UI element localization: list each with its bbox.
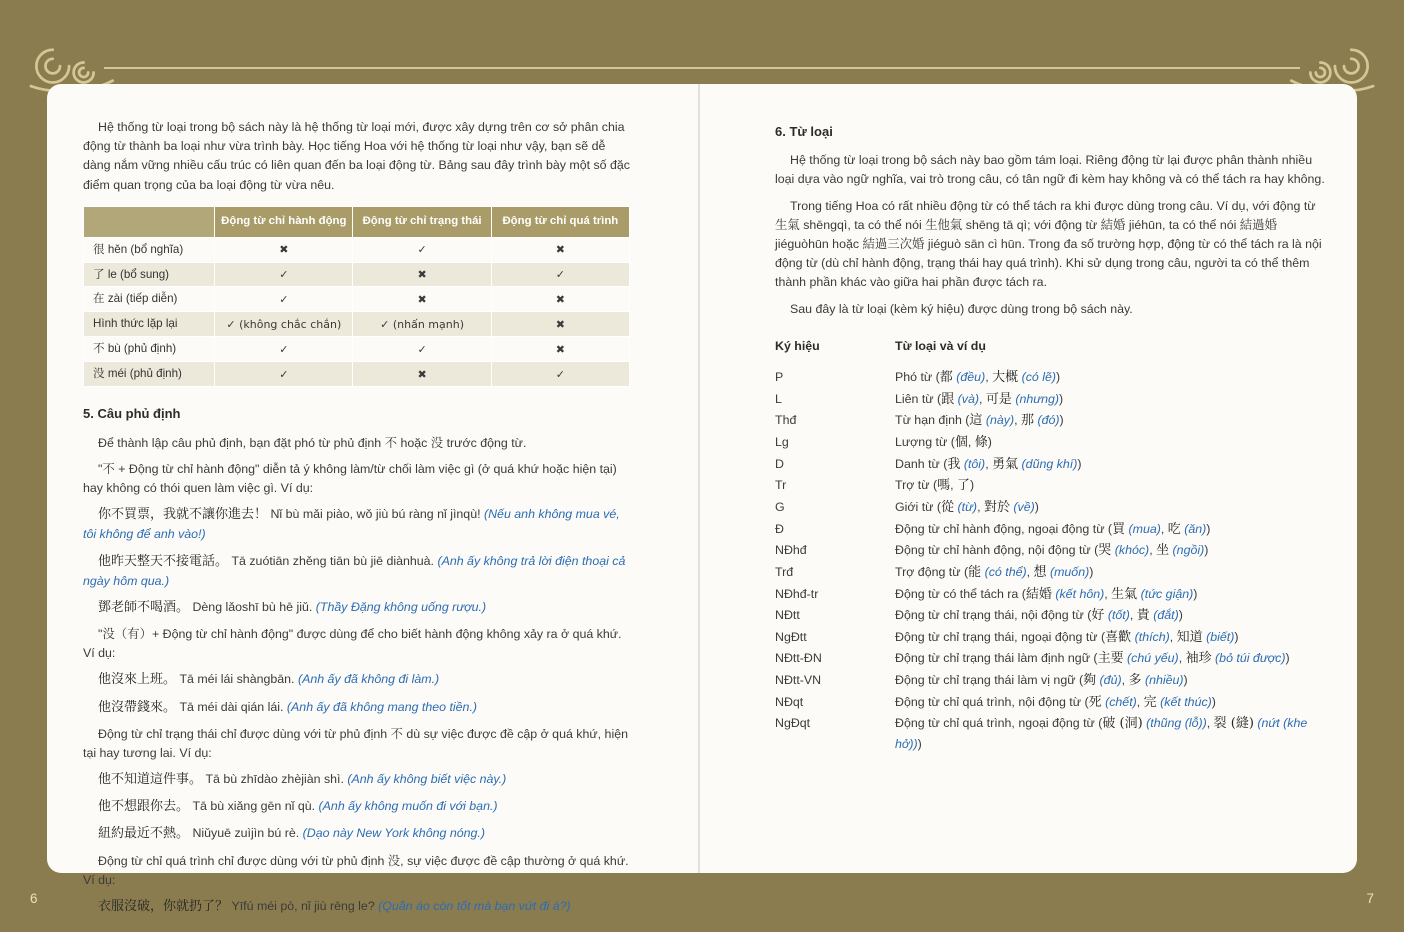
example-chinese: 坐 — [1156, 543, 1170, 559]
example-chinese: 他不知道這件事。 — [98, 772, 203, 788]
symbol-description: Danh từ (我 (tôi), 勇氣 (dũng khí)) — [895, 456, 1082, 472]
verb-table-mark: ✓ — [491, 362, 629, 387]
example-pinyin: Yīfú méi pò, nǐ jiù rēng le? — [228, 899, 379, 914]
example-chinese: 你不買票，我就不讓你進去！ — [98, 507, 268, 523]
example-sentence — [83, 797, 630, 817]
decorative-header-line — [104, 67, 1300, 69]
example-sentence — [83, 897, 630, 917]
intro-paragraph: Hệ thống từ loại trong bộ sách này là hệ thống từ loại mới, được xây dựng trên cơ sở phân chia động từ thành ba loại như vừa trình bày. Học tiếng Hoa với hệ thống từ loại như vậy, bạn sẽ dễ dàng nắm vững nhiều cấu trúc có liên quan đến ba loại động từ. Bảng sau đây trình bày một số đặc điểm quan trọng của ba loại động từ vừa nêu. — [83, 120, 630, 192]
page-number-left: 6 — [30, 891, 38, 906]
example-chinese: 破 (洞) — [1102, 716, 1143, 732]
example-chinese: 夠 — [1083, 673, 1097, 689]
verb-table-mark: ✓ — [491, 262, 629, 287]
symbol-description: Động từ chỉ trạng thái làm định ngữ (主要 (chú yếu), 袖珍 (bỏ túi được)) — [895, 651, 1290, 667]
example-translation: (ăn) — [1184, 521, 1207, 536]
verb-table-row — [84, 337, 630, 362]
example-sentence — [83, 598, 630, 618]
verb-table-corner-cell — [84, 206, 215, 237]
symbol-description: Động từ chỉ hành động, ngoại động từ (買 (mua), 吃 (ăn)) — [895, 521, 1211, 537]
verb-table-row — [84, 362, 630, 387]
example-translation: (Anh ấy không trả lời điện thoại cả ngày hôm qua.) — [83, 553, 626, 588]
verb-table-mark: ✖ — [353, 362, 491, 387]
example-chinese: 這 — [969, 413, 983, 429]
example-sentence — [83, 505, 630, 544]
example-translation: (Anh ấy đã không mang theo tiền.) — [286, 699, 478, 714]
example-chinese: 鄧老師不喝酒。 — [98, 599, 190, 615]
example-chinese: 大概 — [992, 370, 1019, 386]
example-translation: (nhưng) — [1015, 391, 1060, 406]
symbol-description: Trợ động từ (能 (có thể), 想 (muốn)) — [895, 564, 1094, 580]
symbol-table — [775, 337, 1329, 754]
symbol-key: Tr — [775, 478, 787, 493]
example-translation: (này) — [985, 413, 1015, 428]
example-sentence — [83, 670, 630, 690]
example-pinyin: Tā bù xiǎng gēn nǐ qù. — [189, 799, 319, 814]
symbol-description: Động từ chỉ trạng thái làm vị ngữ (夠 (đủ), 多 (nhiều)) — [895, 673, 1188, 689]
verb-table-mark: ✓ — [215, 287, 353, 312]
example-translation: (nhiều) — [1144, 673, 1184, 688]
symbol-key: NĐhđ-tr — [775, 586, 819, 601]
example-translation: (đều) — [956, 370, 986, 385]
example-translation: (Thầy Đặng không uống rượu.) — [315, 599, 487, 614]
symbol-key: P — [775, 370, 784, 385]
verb-table-mark: ✖ — [491, 312, 629, 337]
example-translation: (về) — [1013, 499, 1035, 514]
example-chinese: 衣服沒破，你就扔了？ — [98, 899, 229, 915]
verb-table-row — [84, 237, 630, 262]
example-chinese: 想 — [1033, 564, 1047, 580]
verb-table-body — [84, 237, 630, 387]
example-translation: (Dạo này New York không nóng.) — [302, 826, 485, 841]
verb-table-mark: ✖ — [491, 237, 629, 262]
symbol-key: Trđ — [775, 564, 794, 579]
example-chinese: 生氣 — [1111, 586, 1138, 602]
example-translation: (Anh ấy đã không đi làm.) — [297, 672, 440, 687]
example-pinyin: Tā zuótiān zhěng tiān bù jiē diànhuà. — [228, 553, 438, 568]
example-chinese: 他沒帶錢來。 — [98, 699, 177, 715]
example-chinese: 買 — [1112, 521, 1126, 537]
symbol-description: Động từ chỉ hành động, nội động từ (哭 (khóc), 坐 (ngồi)) — [895, 543, 1209, 559]
example-translation: (tôi) — [963, 456, 986, 471]
symbol-key: NĐtt — [775, 608, 800, 623]
page-spine — [698, 84, 700, 873]
verb-table-row-label: Hình thức lặp lại — [84, 312, 215, 337]
example-chinese: 他不想跟你去。 — [98, 799, 190, 815]
example-translation: (thích) — [1134, 629, 1170, 644]
symbol-key: NĐqt — [775, 694, 804, 709]
symbol-description: Giới từ (從 (từ), 對於 (về)) — [895, 499, 1039, 515]
symbol-row — [775, 693, 1329, 713]
verb-table-row-label: 没 méi (phủ định) — [84, 362, 215, 387]
symbol-key: Lg — [775, 435, 789, 450]
symbol-key: Đ — [775, 521, 784, 536]
example-chinese: 嗎 — [937, 478, 951, 494]
symbol-row — [775, 606, 1329, 626]
verb-table-mark: ✖ — [491, 287, 629, 312]
page-number-right: 7 — [1366, 891, 1374, 906]
paragraph: Động từ chỉ quá trình chỉ được dùng với từ phủ định 没, sự việc được đề cập thường ở quá khứ. Ví dụ: — [83, 853, 629, 887]
symbol-row — [775, 563, 1329, 583]
verb-table-mark: ✓ (không chắc chắn) — [215, 312, 353, 337]
paragraph: Trong tiếng Hoa có rất nhiều động từ có thể tách ra khi được dùng trong câu. Ví dụ, với động từ 生氣 shēngqì, ta có thể nói 生他氣 shēng tā qì; với động từ 結婚 jiéhūn, ta có thể nói 結過婚 jiéguòhūn hoặc 結過三次婚 jiéguò sān cì hūn. Trong đa số trường hợp, động từ có thể tách ra là nội động từ (dù chỉ hành động, trạng thái hay quá trình). Khi sử dụng trong câu, người ta có thể thêm thành phần khác vào giữa hai phần được tách ra. — [775, 198, 1322, 290]
example-translation: (Quần áo còn tốt mà bạn vứt đi à?) — [378, 899, 571, 914]
example-pinyin: Niǔyuē zuìjìn bú rè. — [189, 826, 303, 841]
page-left-content — [83, 118, 630, 915]
example-translation: (đắt) — [1153, 608, 1179, 623]
example-translation: (ngồi) — [1172, 543, 1205, 558]
symbol-column-header: Ký hiệu — [775, 338, 820, 353]
example-translation: (tốt) — [1107, 608, 1130, 623]
paragraph: "没（有）+ Động từ chỉ hành động" được dùng để cho biết hành động không xảy ra ở quá khứ. Ví dụ: — [83, 627, 622, 661]
paragraph: Hệ thống từ loại trong bộ sách này bao gồm tám loại. Riêng động từ lại được phân thành nhiều loại dựa vào ngữ nghĩa, vai trò trong câu, có tân ngữ đi kèm hay không và có thể tách ra hay không. — [775, 153, 1325, 187]
example-chinese: 能 — [968, 564, 982, 580]
verb-table-mark: ✖ — [353, 262, 491, 287]
example-chinese: 哭 — [1098, 543, 1112, 559]
example-sentence — [83, 552, 630, 591]
example-sentence — [83, 698, 630, 718]
verb-table-mark: ✓ — [215, 362, 353, 387]
symbol-key: Thđ — [775, 413, 797, 428]
verb-table-mark: ✓ — [353, 237, 491, 262]
example-chinese: 袖珍 — [1185, 651, 1212, 667]
example-translation: (chú yếu) — [1127, 651, 1179, 666]
verb-table-row-label: 了 le (bổ sung) — [84, 262, 215, 287]
example-chinese: 完 — [1143, 694, 1157, 710]
example-chinese: 對於 — [983, 499, 1010, 515]
verb-table-mark: ✖ — [215, 237, 353, 262]
example-chinese: 裂 (縫) — [1213, 716, 1254, 732]
example-chinese: 結婚 — [1025, 586, 1052, 602]
symbol-table-header — [775, 337, 1329, 356]
verb-table-row — [84, 262, 630, 287]
verb-table-mark: ✓ — [215, 337, 353, 362]
verb-table-mark: ✖ — [353, 287, 491, 312]
symbol-description: Động từ chỉ trạng thái, nội động từ (好 (tốt), 貴 (đắt)) — [895, 608, 1183, 624]
example-translation: (khóc) — [1114, 543, 1150, 558]
verb-table-mark: ✖ — [491, 337, 629, 362]
symbol-description: Động từ chỉ trạng thái, ngoại động từ (喜歡 (thích), 知道 (biết)) — [895, 629, 1239, 645]
example-translation: (Anh ấy không muốn đi với bạn.) — [318, 799, 498, 814]
description-column-header: Từ loại và ví dụ — [895, 338, 986, 353]
example-pinyin: Nǐ bù mǎi piào, wǒ jiù bú ràng nǐ jìnqù! — [267, 507, 484, 522]
verb-table-mark: ✓ — [353, 337, 491, 362]
symbol-row — [775, 368, 1329, 388]
example-chinese: 好 — [1091, 608, 1105, 624]
verb-table-head-row — [84, 206, 630, 237]
example-chinese: 貴 — [1136, 608, 1150, 624]
example-chinese: 勇氣 — [992, 456, 1019, 472]
symbol-row — [775, 628, 1329, 648]
example-chinese: 可是 — [985, 391, 1012, 407]
verb-table-row-label: 很 hěn (bổ nghĩa) — [84, 237, 215, 262]
symbol-row — [775, 649, 1329, 669]
example-translation: (muốn) — [1049, 564, 1090, 579]
example-translation: (có thể) — [984, 564, 1027, 579]
symbol-description: Từ hạn định (這 (này), 那 (đó)) — [895, 413, 1064, 429]
symbol-row — [775, 520, 1329, 540]
symbol-row — [775, 541, 1329, 561]
example-translation: (kết thúc) — [1160, 694, 1212, 709]
symbol-table-rows — [775, 368, 1329, 754]
example-translation: (mua) — [1128, 521, 1161, 536]
example-chinese: 從 — [941, 499, 955, 515]
example-translation: (bỏ túi được) — [1215, 651, 1286, 666]
example-sentence — [83, 770, 630, 790]
section6-title: 6. Từ loại — [775, 124, 833, 139]
example-chinese: 我 — [947, 456, 961, 472]
example-sentence — [83, 824, 630, 844]
symbol-key: NĐhđ — [775, 543, 807, 558]
example-pinyin: Dèng lǎoshī bù hē jiǔ. — [189, 599, 316, 614]
example-chinese: 死 — [1088, 694, 1102, 710]
verb-table-row-label: 在 zài (tiếp diễn) — [84, 287, 215, 312]
verb-table-row-label: 不 bù (phủ định) — [84, 337, 215, 362]
symbol-row — [775, 433, 1329, 453]
verb-table-header-cell: Động từ chỉ hành động — [215, 206, 353, 237]
symbol-description: Động từ chỉ quá trình, nội động từ (死 (chết), 完 (kết thúc)) — [895, 694, 1216, 710]
example-translation: (nứt (khe hở)) — [895, 716, 1308, 751]
symbol-row — [775, 671, 1329, 691]
symbol-row — [775, 411, 1329, 431]
symbol-row — [775, 476, 1329, 496]
page-left — [47, 84, 699, 915]
symbol-key: NĐtt-VN — [775, 673, 822, 688]
page-right-content — [775, 118, 1329, 845]
example-chinese: 紐約最近不熱。 — [98, 826, 190, 842]
example-chinese: 了 — [957, 478, 971, 494]
example-chinese: 吃 — [1167, 521, 1181, 537]
symbol-key: NgĐtt — [775, 629, 807, 644]
paragraph: "不 + Động từ chỉ hành động" diễn tả ý không làm/từ chối làm việc gì (ở quá khứ hoặc hiện tại) hay không có thói quen làm việc gì. Ví dụ: — [83, 461, 617, 495]
verb-properties-table — [83, 206, 630, 387]
symbol-description: Động từ chỉ quá trình, ngoại động từ (破 (洞) (thũng (lỗ)), 裂 (縫) (nứt (khe hở))) — [895, 716, 1308, 751]
symbol-row — [775, 714, 1329, 753]
example-chinese: 都 — [939, 370, 953, 386]
example-chinese: 他昨天整天不接電話。 — [98, 553, 229, 569]
symbol-row — [775, 585, 1329, 605]
example-translation: (từ) — [957, 499, 978, 514]
paragraph: Để thành lập câu phủ định, bạn đặt phó từ phủ định 不 hoặc 没 trước động từ. — [98, 435, 527, 450]
example-translation: (đó) — [1037, 413, 1060, 428]
symbol-key: NĐtt-ĐN — [775, 651, 822, 666]
example-pinyin: Tā bù zhīdào zhèjiàn shì. — [202, 772, 348, 787]
verb-table-header-cell: Động từ chỉ quá trình — [491, 206, 629, 237]
symbol-description: Lượng từ (個, 條) — [895, 435, 992, 451]
example-translation: (có lẽ) — [1021, 370, 1056, 385]
section5-title: 5. Câu phủ định — [83, 406, 181, 422]
example-translation: (chết) — [1105, 694, 1137, 709]
example-translation: (và) — [957, 391, 979, 406]
example-translation: (Anh ấy không biết việc này.) — [347, 772, 507, 787]
symbol-key: D — [775, 456, 784, 471]
verb-table-mark: ✓ — [215, 262, 353, 287]
example-pinyin: Tā méi dài qián lái. — [176, 699, 287, 714]
symbol-description: Phó từ (都 (đều), 大概 (có lẽ)) — [895, 370, 1061, 386]
symbol-row — [775, 390, 1329, 410]
example-chinese: 知道 — [1176, 629, 1203, 645]
example-chinese: 喜歡 — [1105, 629, 1132, 645]
example-translation: (biết) — [1206, 629, 1235, 644]
symbol-description: Động từ có thể tách ra (結婚 (kết hôn), 生氣 (tức giận)) — [895, 586, 1198, 602]
example-translation: (Nếu anh không mua vé, tôi không để anh vào!) — [83, 507, 620, 542]
example-chinese: 主要 — [1097, 651, 1124, 667]
paragraph: Sau đây là từ loại (kèm ký hiệu) được dùng trong bộ sách này. — [790, 301, 1133, 316]
example-translation: (thũng (lỗ)) — [1146, 716, 1207, 731]
symbol-description: Trợ từ (嗎, 了) — [895, 478, 975, 494]
example-chinese: 多 — [1128, 673, 1142, 689]
section5-content — [83, 434, 630, 918]
example-chinese: 條 — [974, 435, 988, 451]
symbol-key: G — [775, 499, 785, 514]
symbol-description: Liên từ (跟 (và), 可是 (nhưng)) — [895, 391, 1064, 407]
example-translation: (kết hôn) — [1055, 586, 1105, 601]
paragraph: Động từ chỉ trạng thái chỉ được dùng với từ phủ định 不 dù sự việc được đề cập ở quá khứ, hiện tại hay tương lai. Ví dụ: — [83, 726, 628, 760]
symbol-key: NgĐqt — [775, 716, 811, 731]
example-chinese: 他沒來上班。 — [98, 672, 177, 688]
example-translation: (đủ) — [1099, 673, 1122, 688]
example-chinese: 個 — [954, 435, 968, 451]
symbol-key: L — [775, 391, 782, 406]
example-chinese: 跟 — [941, 391, 955, 407]
symbol-row — [775, 455, 1329, 475]
example-chinese: 那 — [1021, 413, 1035, 429]
example-translation: (tức giận) — [1140, 586, 1194, 601]
page-right — [699, 84, 1357, 873]
symbol-row — [775, 498, 1329, 518]
example-translation: (dũng khí) — [1021, 456, 1078, 471]
verb-table-mark: ✓ (nhấn mạnh) — [353, 312, 491, 337]
verb-table-row — [84, 312, 630, 337]
example-pinyin: Tā méi lái shàngbān. — [176, 672, 298, 687]
verb-table-row — [84, 287, 630, 312]
verb-table-header-cell: Động từ chỉ trạng thái — [353, 206, 491, 237]
